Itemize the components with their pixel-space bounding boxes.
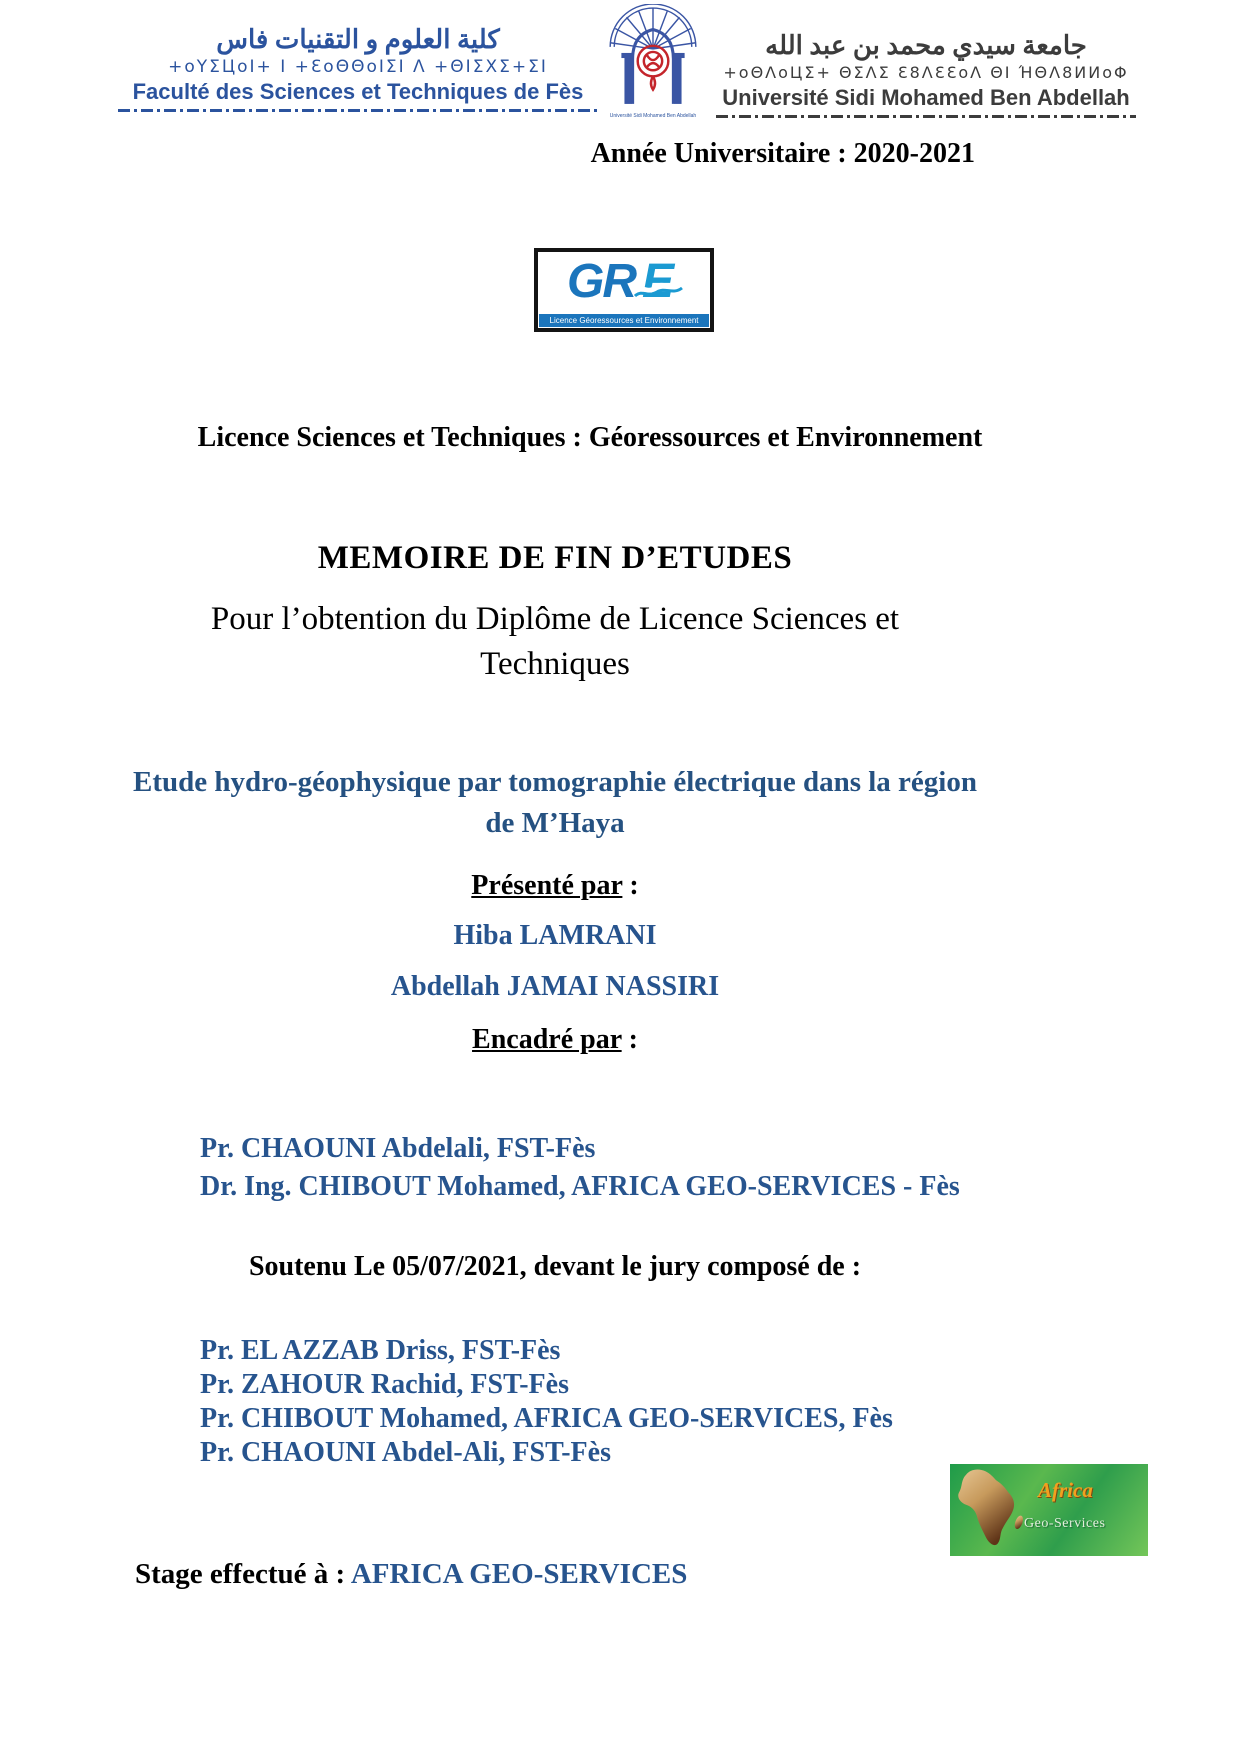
gre-e-wave-icon: E <box>635 254 681 310</box>
ags-logo-subname: Geo-Services <box>1024 1516 1106 1531</box>
author-name: Hiba LAMRANI <box>453 920 657 951</box>
faculty-name-arabic: كلية العلوم و التقنيات فاس <box>216 25 500 54</box>
gre-logo-caption: Licence Géoressources et Environnement <box>539 314 709 327</box>
university-divider <box>716 115 1136 118</box>
author-name: Abdellah JAMAI NASSIRI <box>390 971 720 1002</box>
university-name-tifinagh: +oΘΛoЦΣ+ ΘΣΛΣ Ɛ8ΛƐƐoΛ ΘI ΉΘΛ8ИИoΦ <box>723 63 1129 82</box>
africa-map-icon <box>952 1466 1040 1554</box>
university-name-french: Université Sidi Mohamed Ben Abdellah <box>722 85 1130 110</box>
university-emblem-icon <box>602 4 704 108</box>
supervisors-list <box>200 1130 960 1206</box>
jury-member: Pr. ZAHOUR Rachid, FST-Fès <box>200 1369 569 1400</box>
jury-member: Pr. CHIBOUT Mohamed, AFRICA GEO-SERVICES, Fès <box>200 1403 893 1434</box>
africa-geo-services-logo <box>950 1464 1148 1556</box>
gre-gr-text: GR <box>567 255 635 308</box>
supervisor-line: Dr. Ing. CHIBOUT Mohamed, AFRICA GEO-SERVICES - Fès <box>200 1171 960 1202</box>
jury-member: Pr. CHAOUNI Abdel-Ali, FST-Fès <box>200 1437 611 1468</box>
faculty-divider <box>118 109 598 112</box>
university-name-arabic: جامعة سيدي محمد بن عبد الله <box>765 31 1087 60</box>
supervisor-line: Pr. CHAOUNI Abdelali, FST-Fès <box>200 1133 596 1164</box>
jury-member: Pr. EL AZZAB Driss, FST-Fès <box>200 1335 561 1366</box>
faculty-name-french: Faculté des Sciences et Techniques de Fès <box>132 79 584 104</box>
internship-label: Stage effectué à : <box>135 1558 351 1590</box>
internship-company: AFRICA GEO-SERVICES <box>350 1558 688 1590</box>
university-logo-caption: Université Sidi Mohamed Ben Abdellah <box>609 113 697 119</box>
faculty-header-block <box>118 24 598 112</box>
university-header-block <box>716 30 1136 118</box>
ags-logo-name: Africa <box>1038 1478 1093 1502</box>
internship-line <box>135 1558 687 1591</box>
defense-line: Soutenu Le 05/07/2021, devant le jury composé de : <box>248 1251 862 1282</box>
academic-year: Année Universitaire : 2020-2021 <box>590 138 975 169</box>
memoire-subtitle: Pour l’obtention du Diplôme de Licence Sciences et Techniques <box>210 601 900 682</box>
presented-by-label: Présenté par : <box>471 870 639 901</box>
jury-list <box>200 1334 893 1470</box>
memoire-title: MEMOIRE DE FIN D’ETUDES <box>317 540 793 576</box>
faculty-name-tifinagh: +oΥΣЦoI+ I +ƐoΘΘoIΣI Λ +ΘIΣΧΣ+ΣI <box>168 57 548 77</box>
thesis-title: Etude hydro-géophysique par tomographie électrique dans la région de M’Haya <box>132 766 977 839</box>
supervised-by-label: Encadré par : <box>472 1024 638 1055</box>
gre-logo-letters <box>538 254 710 310</box>
gre-logo <box>534 248 714 332</box>
program-line: Licence Sciences et Techniques : Géoressources et Environnement <box>197 422 983 453</box>
university-logo <box>602 4 704 120</box>
